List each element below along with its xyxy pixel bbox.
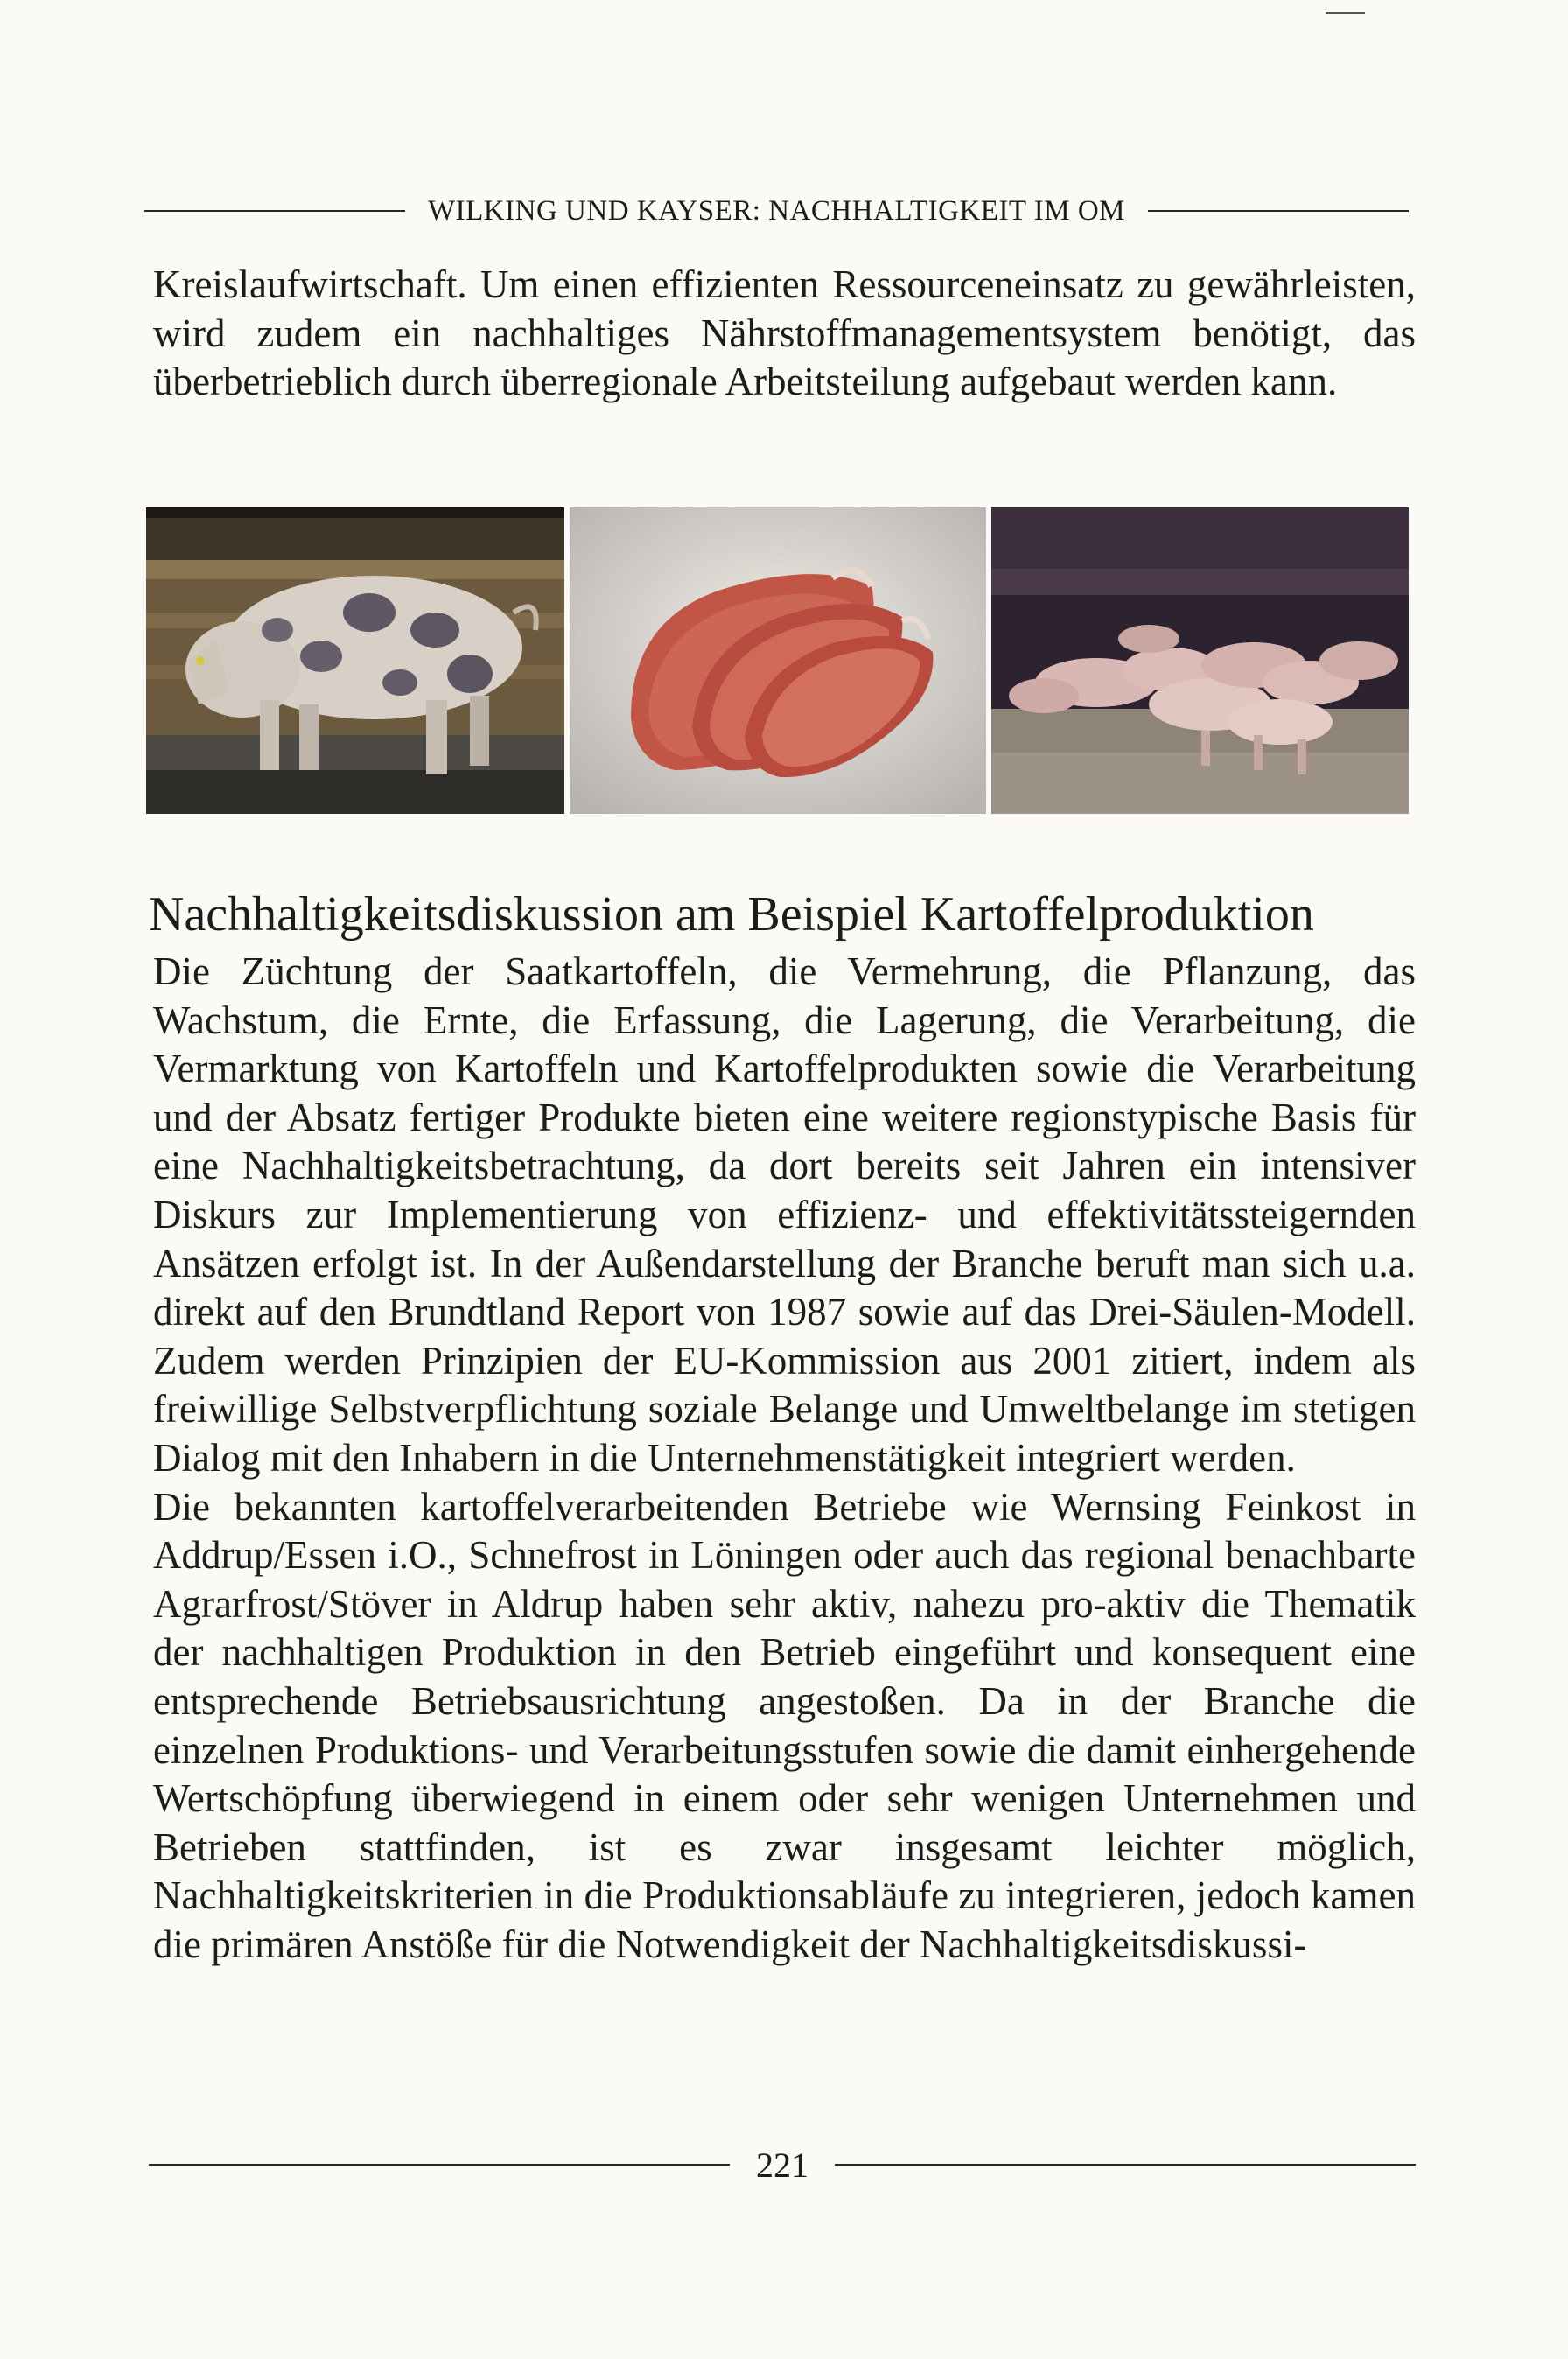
footer-rule-left	[149, 2164, 730, 2166]
photo-strip	[146, 508, 1409, 814]
section-paragraph-2: Die bekannten kartoffelverarbeitenden Betriebe wie Wernsing Feinkost in Addrup/Essen i.O., Schnefrost in Löningen oder auch das regional benachbarte Agrarfrost/Stöver in Aldrup haben sehr aktiv, nahezu pro-aktiv die Thematik der nachhaltigen Produktion in den Betrieb eingeführt und konsequent eine entsprechende Betriebsausrichtung angestoßen. Da in der Branche die einzelnen Produktions- und Verarbeitungsstufen sowie die damit einhergehende Wertschöpfung überwiegend in einem oder sehr wenigen Unternehmen und Betrieben stattfinden, ist es zwar insgesamt leichter möglich, Nachhaltigkeitskriterien in die Produktionsabläufe zu integrieren, jedoch kamen die primären Anstöße für die Notwendigkeit der Nachhaltigkeitsdiskussi-	[153, 1484, 1416, 1966]
piglets-photo	[991, 508, 1409, 814]
footer-rule-right	[835, 2164, 1416, 2166]
running-head-rule-right	[1148, 210, 1409, 212]
page-number: 221	[756, 2145, 808, 2185]
pig-photo	[146, 508, 564, 814]
crop-mark	[1326, 12, 1365, 14]
section-title: Nachhaltigkeitsdiskussion am Beispiel Kartoffelproduktion	[149, 887, 1314, 942]
page-footer	[149, 2138, 1416, 2191]
section-body	[153, 948, 1416, 1969]
running-head-title: WILKING UND KAYSER: NACHHALTIGKEIT IM OM	[428, 194, 1125, 227]
running-head-rule-left	[144, 210, 405, 212]
intro-paragraph-block	[153, 261, 1416, 407]
meat-illustration	[570, 508, 986, 814]
pig-illustration	[146, 508, 564, 814]
running-head	[144, 192, 1409, 230]
meat-photo	[570, 508, 986, 814]
section-paragraph-1: Die Züchtung der Saatkartoffeln, die Vermehrung, die Pflanzung, das Wachstum, die Ernte, die Erfassung, die Lagerung, die Verarbeitung, die Vermarktung von Kartoffeln und Kartoffelprodukten sowie die Verarbeitung und der Absatz fertiger Produkte bieten eine weitere regionstypische Basis für eine Nachhaltigkeitsbetrachtung, da dort bereits seit Jahren ein intensiver Diskurs zur Implementierung von effizienz- und effektivitätssteigernden Ansätzen erfolgt ist. In der Außendarstellung der Branche beruft man sich u.a. direkt auf den Brundtland Report von 1987 sowie auf das Drei-Säulen-Modell. Zudem werden Prinzipien der EU-Kommission aus 2001 zitiert, indem als freiwillige Selbstverpflichtung soziale Belange und Umweltbelange im stetigen Dialog mit den Inhabern in die Unternehmenstätigkeit integriert werden.	[153, 949, 1416, 1480]
piglets-illustration	[991, 508, 1409, 814]
intro-paragraph: Kreislaufwirtschaft. Um einen effizienten Ressourceneinsatz zu gewährleisten, wird zudem ein nachhaltiges Nährstoffmanagementsystem benötigt, das überbetrieblich durch überregionale Arbeitsteilung aufgebaut werden kann.	[153, 262, 1416, 403]
